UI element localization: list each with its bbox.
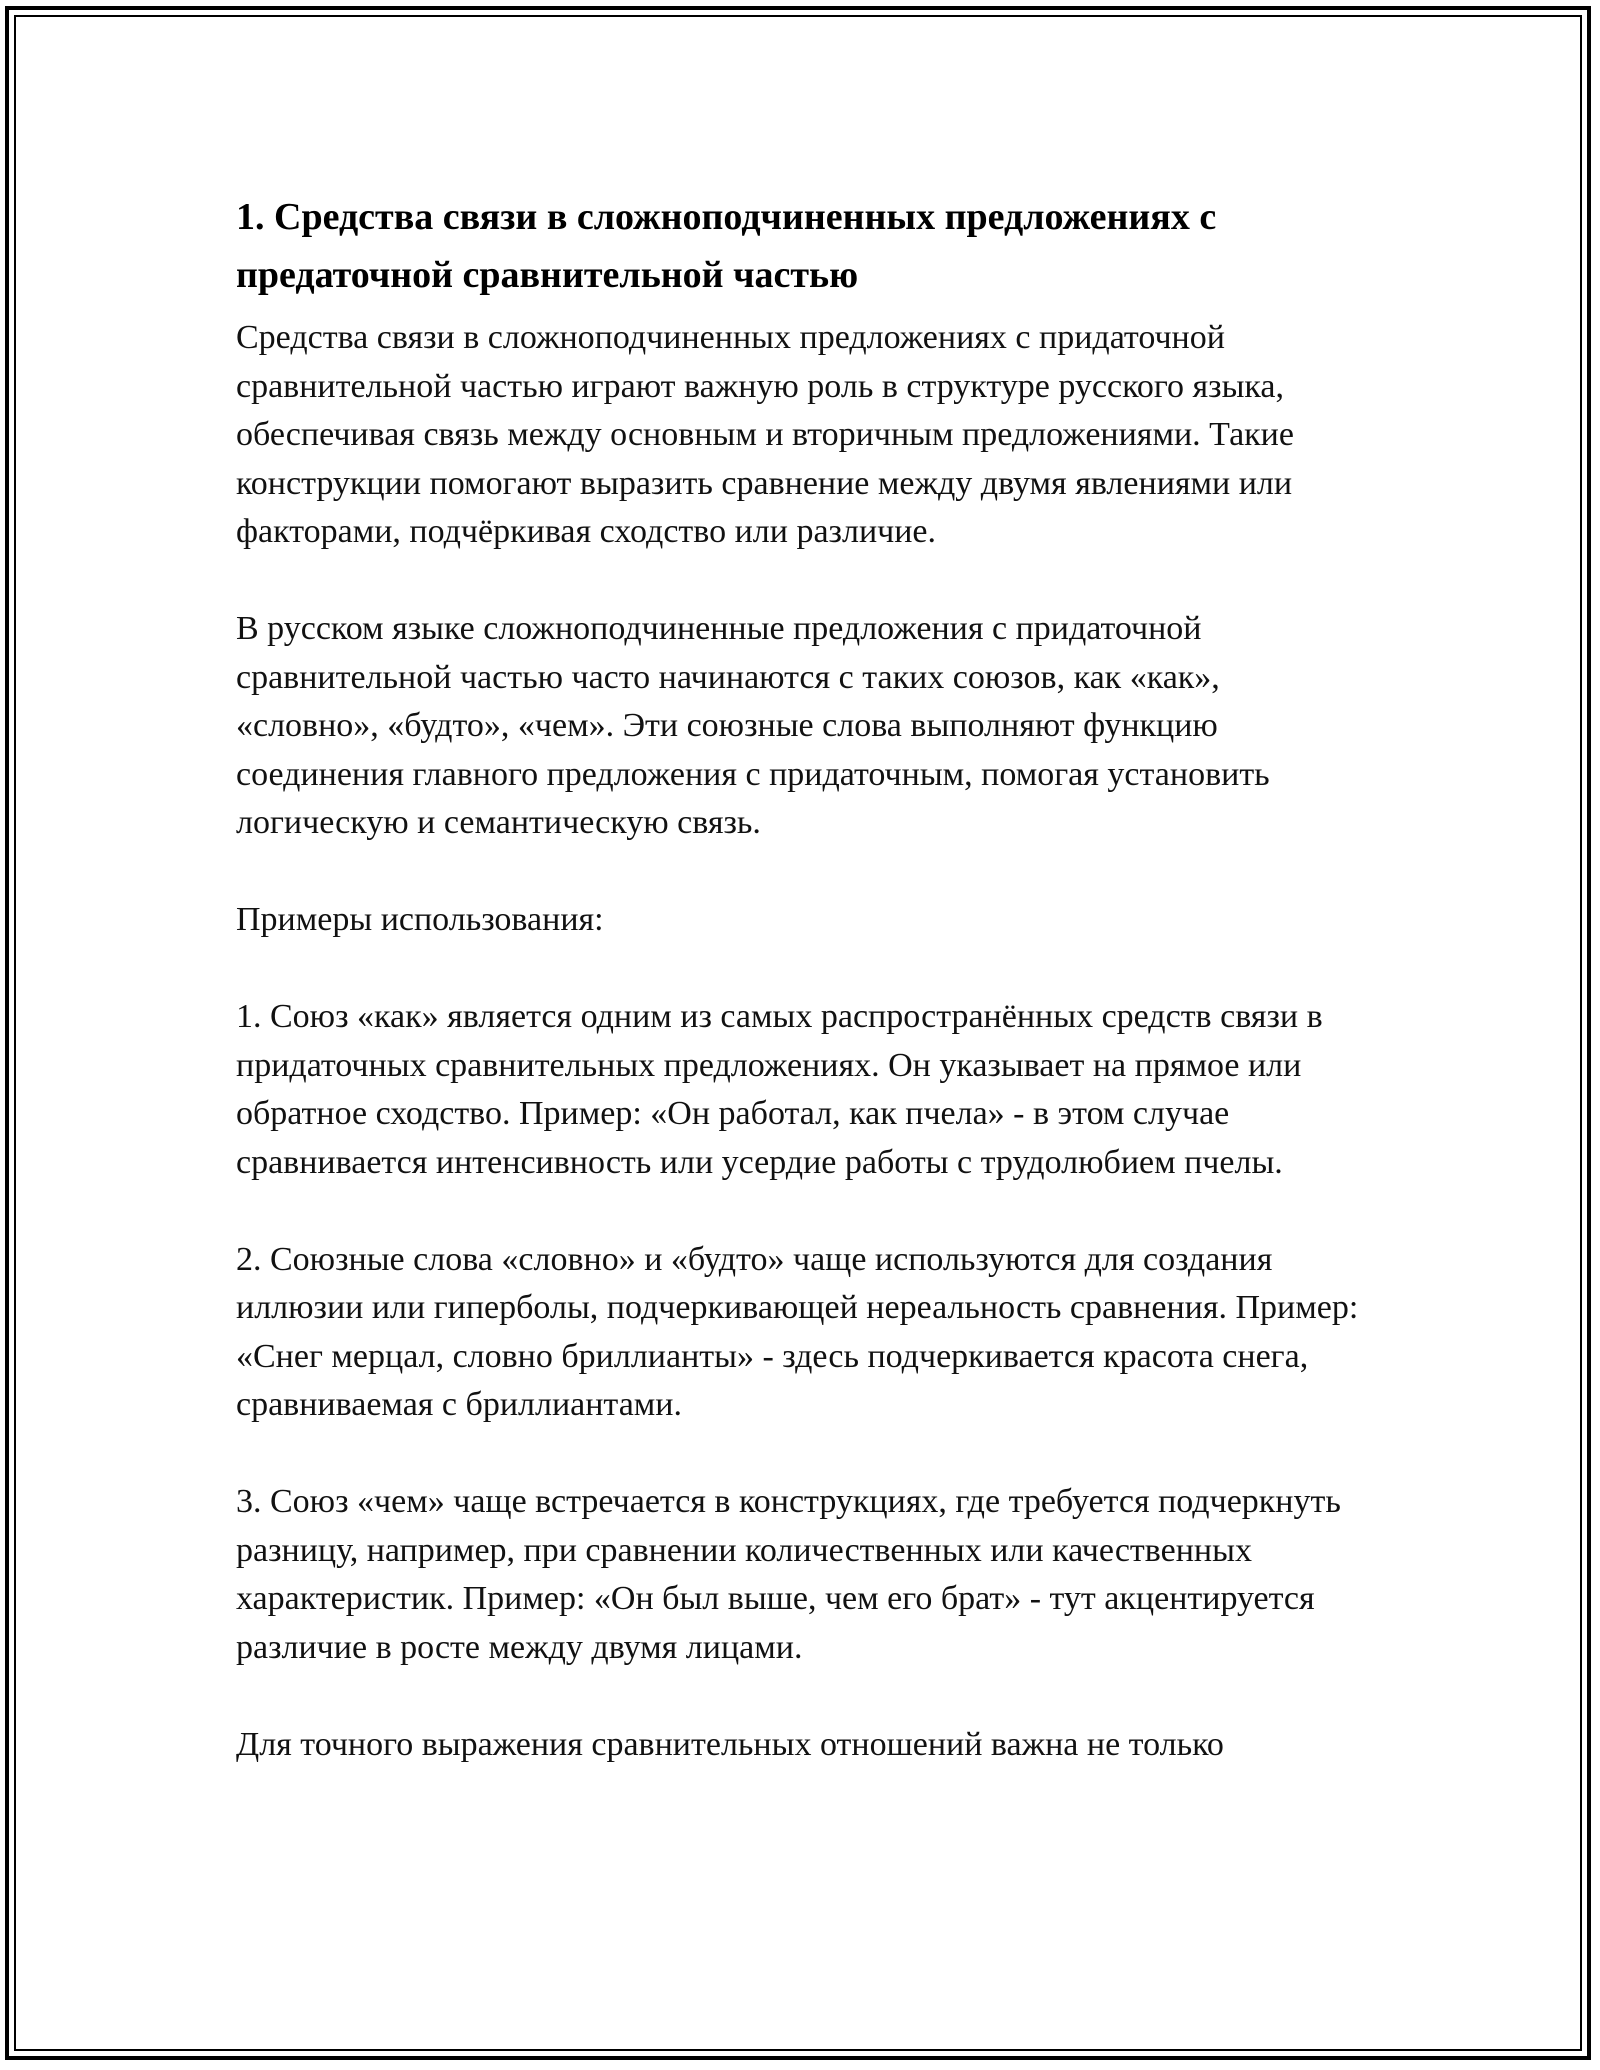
- document-title: 1. Средства связи в сложноподчиненных предложениях с предаточной сравнительной частью: [236, 196, 1217, 296]
- paragraph-examples-heading: Примеры использования:: [236, 901, 604, 938]
- paragraph-conclusion: Для точного выражения сравнительных отношений важна не только: [236, 1725, 1224, 1763]
- paragraph-example-3: 3. Союз «чем» чаще встречается в конструкциях, где требуется подчеркнуть разницу, например, при сравнении количественных или качественных характеристик. Пример: «Он был выше, чем его брат» - тут акцентируется различие в росте между двумя лицами.: [236, 1483, 1341, 1666]
- document-body: [236, 188, 1366, 1769]
- paragraph-example-2: 2. Союзные слова «словно» и «будто» чаще используются для создания иллюзии или гиперболы, подчеркивающей нереальность сравнения. Пример: «Снег мерцал, словно бриллианты» - здесь подчеркивается красота снега, сравниваемая с бриллиантами.: [236, 1240, 1359, 1423]
- paragraph-intro: Средства связи в сложноподчиненных предложениях с придаточной сравнительной частью играют важную роль в структуре русского языка, обеспечивая связь между основным и вторичным предложениями. Такие конструкции помогают выразить сравнение между двумя явлениями или факторами, подчёркивая сходство или различие.: [236, 319, 1294, 550]
- paragraph-conjunctions: В русском языке сложноподчиненные предложения с придаточной сравнительной частью часто начинаются с таких союзов, как «как», «словно», «будто», «чем». Эти союзные слова выполняют функцию соединения главного предложения с придаточным, помогая установить логическую и семантическую связь.: [236, 610, 1270, 841]
- paragraph-example-1: 1. Союз «как» является одним из самых распространённых средств связи в придаточных сравнительных предложениях. Он указывает на прямое или обратное сходство. Пример: «Он работал, как пчела» - в этом случае сравнивается интенсивность или усердие работы с трудолюбием пчелы.: [236, 998, 1323, 1181]
